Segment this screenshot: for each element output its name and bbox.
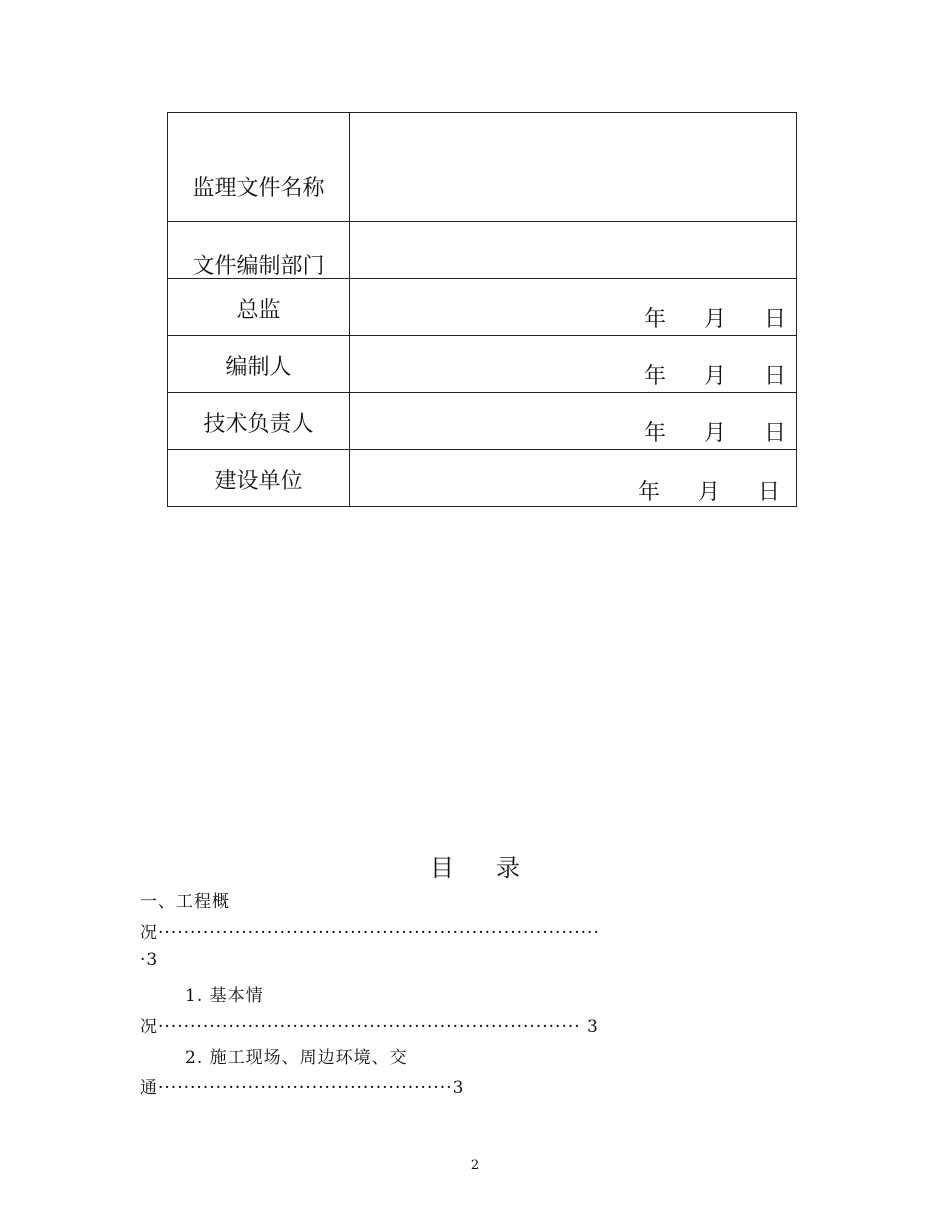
signature-date-cell xyxy=(350,393,797,450)
date-line: 年 月 日 xyxy=(637,480,780,505)
toc-title: 目 录 xyxy=(430,854,520,882)
page-number: 2 xyxy=(470,1158,480,1173)
row-label: 技术负责人 xyxy=(168,393,350,450)
date-line: 年 月 日 xyxy=(643,307,786,332)
signature-date-cell xyxy=(350,336,797,393)
table-row xyxy=(168,113,797,222)
row-value xyxy=(350,113,797,222)
date-line: 年 月 日 xyxy=(643,421,786,446)
toc-entry[interactable]: 1. 基本情 xyxy=(185,986,264,1006)
signature-date-cell xyxy=(350,279,797,336)
row-label: 建设单位 xyxy=(168,450,350,507)
table-row xyxy=(168,450,797,507)
signoff-table xyxy=(167,112,797,507)
signature-date-cell xyxy=(350,450,797,507)
row-label: 文件编制部门 xyxy=(168,222,350,279)
table-row xyxy=(168,336,797,393)
row-label: 总监 xyxy=(168,279,350,336)
toc-entry[interactable]: 况·································································· 3 xyxy=(140,1017,599,1037)
toc-entry[interactable]: 一、工程概 xyxy=(140,892,230,912)
toc-entry[interactable]: 况····································································· xyxy=(140,923,600,943)
row-label: 监理文件名称 xyxy=(168,113,350,222)
row-value xyxy=(350,222,797,279)
table-row xyxy=(168,222,797,279)
row-label: 编制人 xyxy=(168,336,350,393)
toc-entry[interactable]: 2. 施工现场、周边环境、交 xyxy=(185,1048,408,1068)
table-row xyxy=(168,393,797,450)
date-line: 年 月 日 xyxy=(643,364,786,389)
table-row xyxy=(168,279,797,336)
toc-entry[interactable]: 通··············································3 xyxy=(140,1078,465,1098)
toc-entry[interactable]: ·3 xyxy=(140,950,159,970)
